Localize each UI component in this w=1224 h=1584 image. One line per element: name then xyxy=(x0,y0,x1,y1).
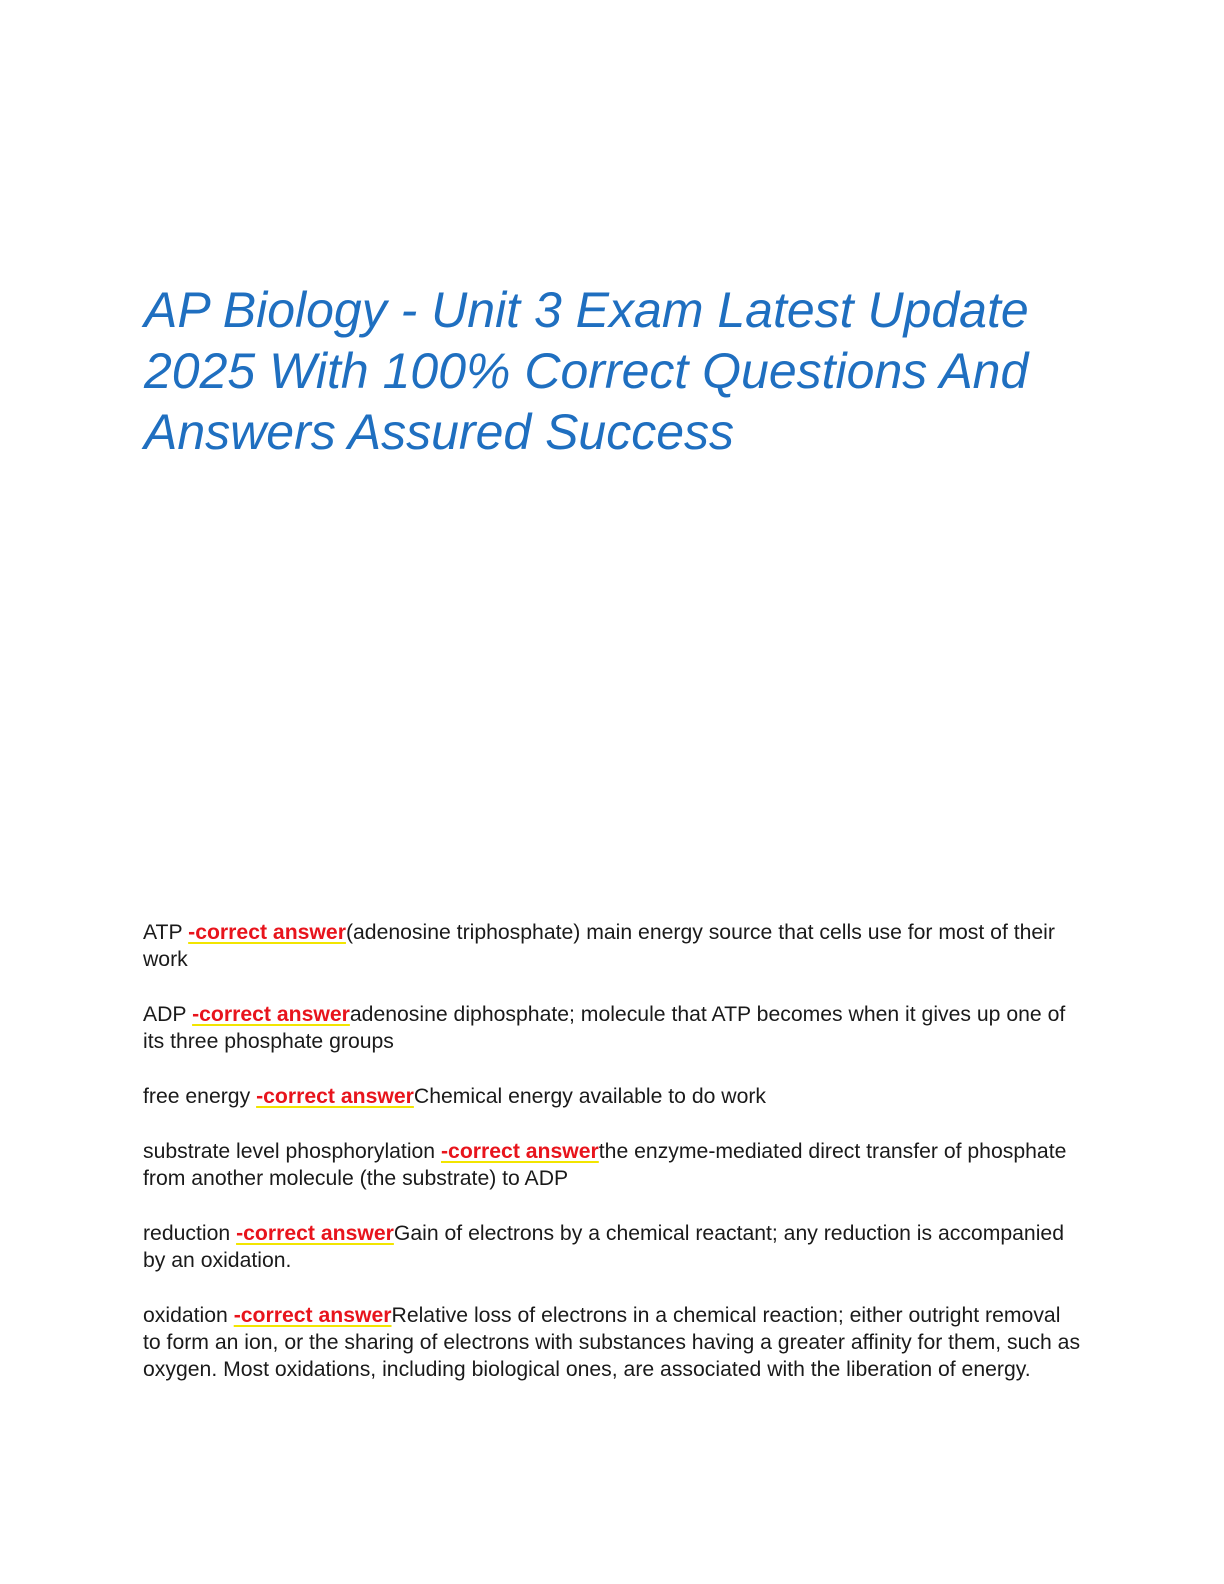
correct-answer-marker: -correct answer xyxy=(192,1003,350,1026)
entry-definition: Gain of electrons by a chemical reactant; any reduction is accompanied by an oxidation. xyxy=(143,1222,1064,1272)
flashcard-list xyxy=(143,919,1083,1411)
flashcard-entry xyxy=(143,1083,1083,1110)
flashcard-entry xyxy=(143,1138,1083,1192)
entry-definition: adenosine diphosphate; molecule that ATP becomes when it gives up one of its three phosphate groups xyxy=(143,1003,1066,1053)
entry-definition: Chemical energy available to do work xyxy=(413,1085,767,1108)
correct-answer-marker: -correct answer xyxy=(440,1140,599,1163)
flashcard-entry xyxy=(143,1001,1083,1055)
entry-term: reduction xyxy=(143,1222,237,1245)
entry-definition: (adenosine triphosphate) main energy source that cells use for most of their work xyxy=(143,921,1055,971)
entry-term: ATP xyxy=(143,921,189,944)
document-title: AP Biology - Unit 3 Exam Latest Update 2025 With 100% Correct Questions And Answers Assured Success xyxy=(144,282,1029,460)
correct-answer-marker: -correct answer xyxy=(236,1222,394,1245)
entry-term: free energy xyxy=(143,1085,257,1108)
entry-definition: Relative loss of electrons in a chemical reaction; either outright removal to form an ion, or the sharing of electrons with substances having a greater affinity for them, such as oxygen. Most oxidations, including biological ones, are associated with the liberation of energy. xyxy=(143,1304,1081,1381)
correct-answer-marker: -correct answer xyxy=(188,921,346,944)
entry-term: ADP xyxy=(143,1003,193,1026)
entry-definition: the enzyme-mediated direct transfer of phosphate from another molecule (the substrate) to ADP xyxy=(143,1140,1067,1190)
flashcard-entry xyxy=(143,1302,1083,1383)
correct-answer-marker: -correct answer xyxy=(256,1085,414,1108)
entry-term: substrate level phosphorylation xyxy=(143,1140,441,1163)
correct-answer-marker: -correct answer xyxy=(233,1304,392,1327)
flashcard-entry xyxy=(143,1220,1083,1274)
entry-term: oxidation xyxy=(143,1304,234,1327)
flashcard-entry xyxy=(143,919,1083,973)
